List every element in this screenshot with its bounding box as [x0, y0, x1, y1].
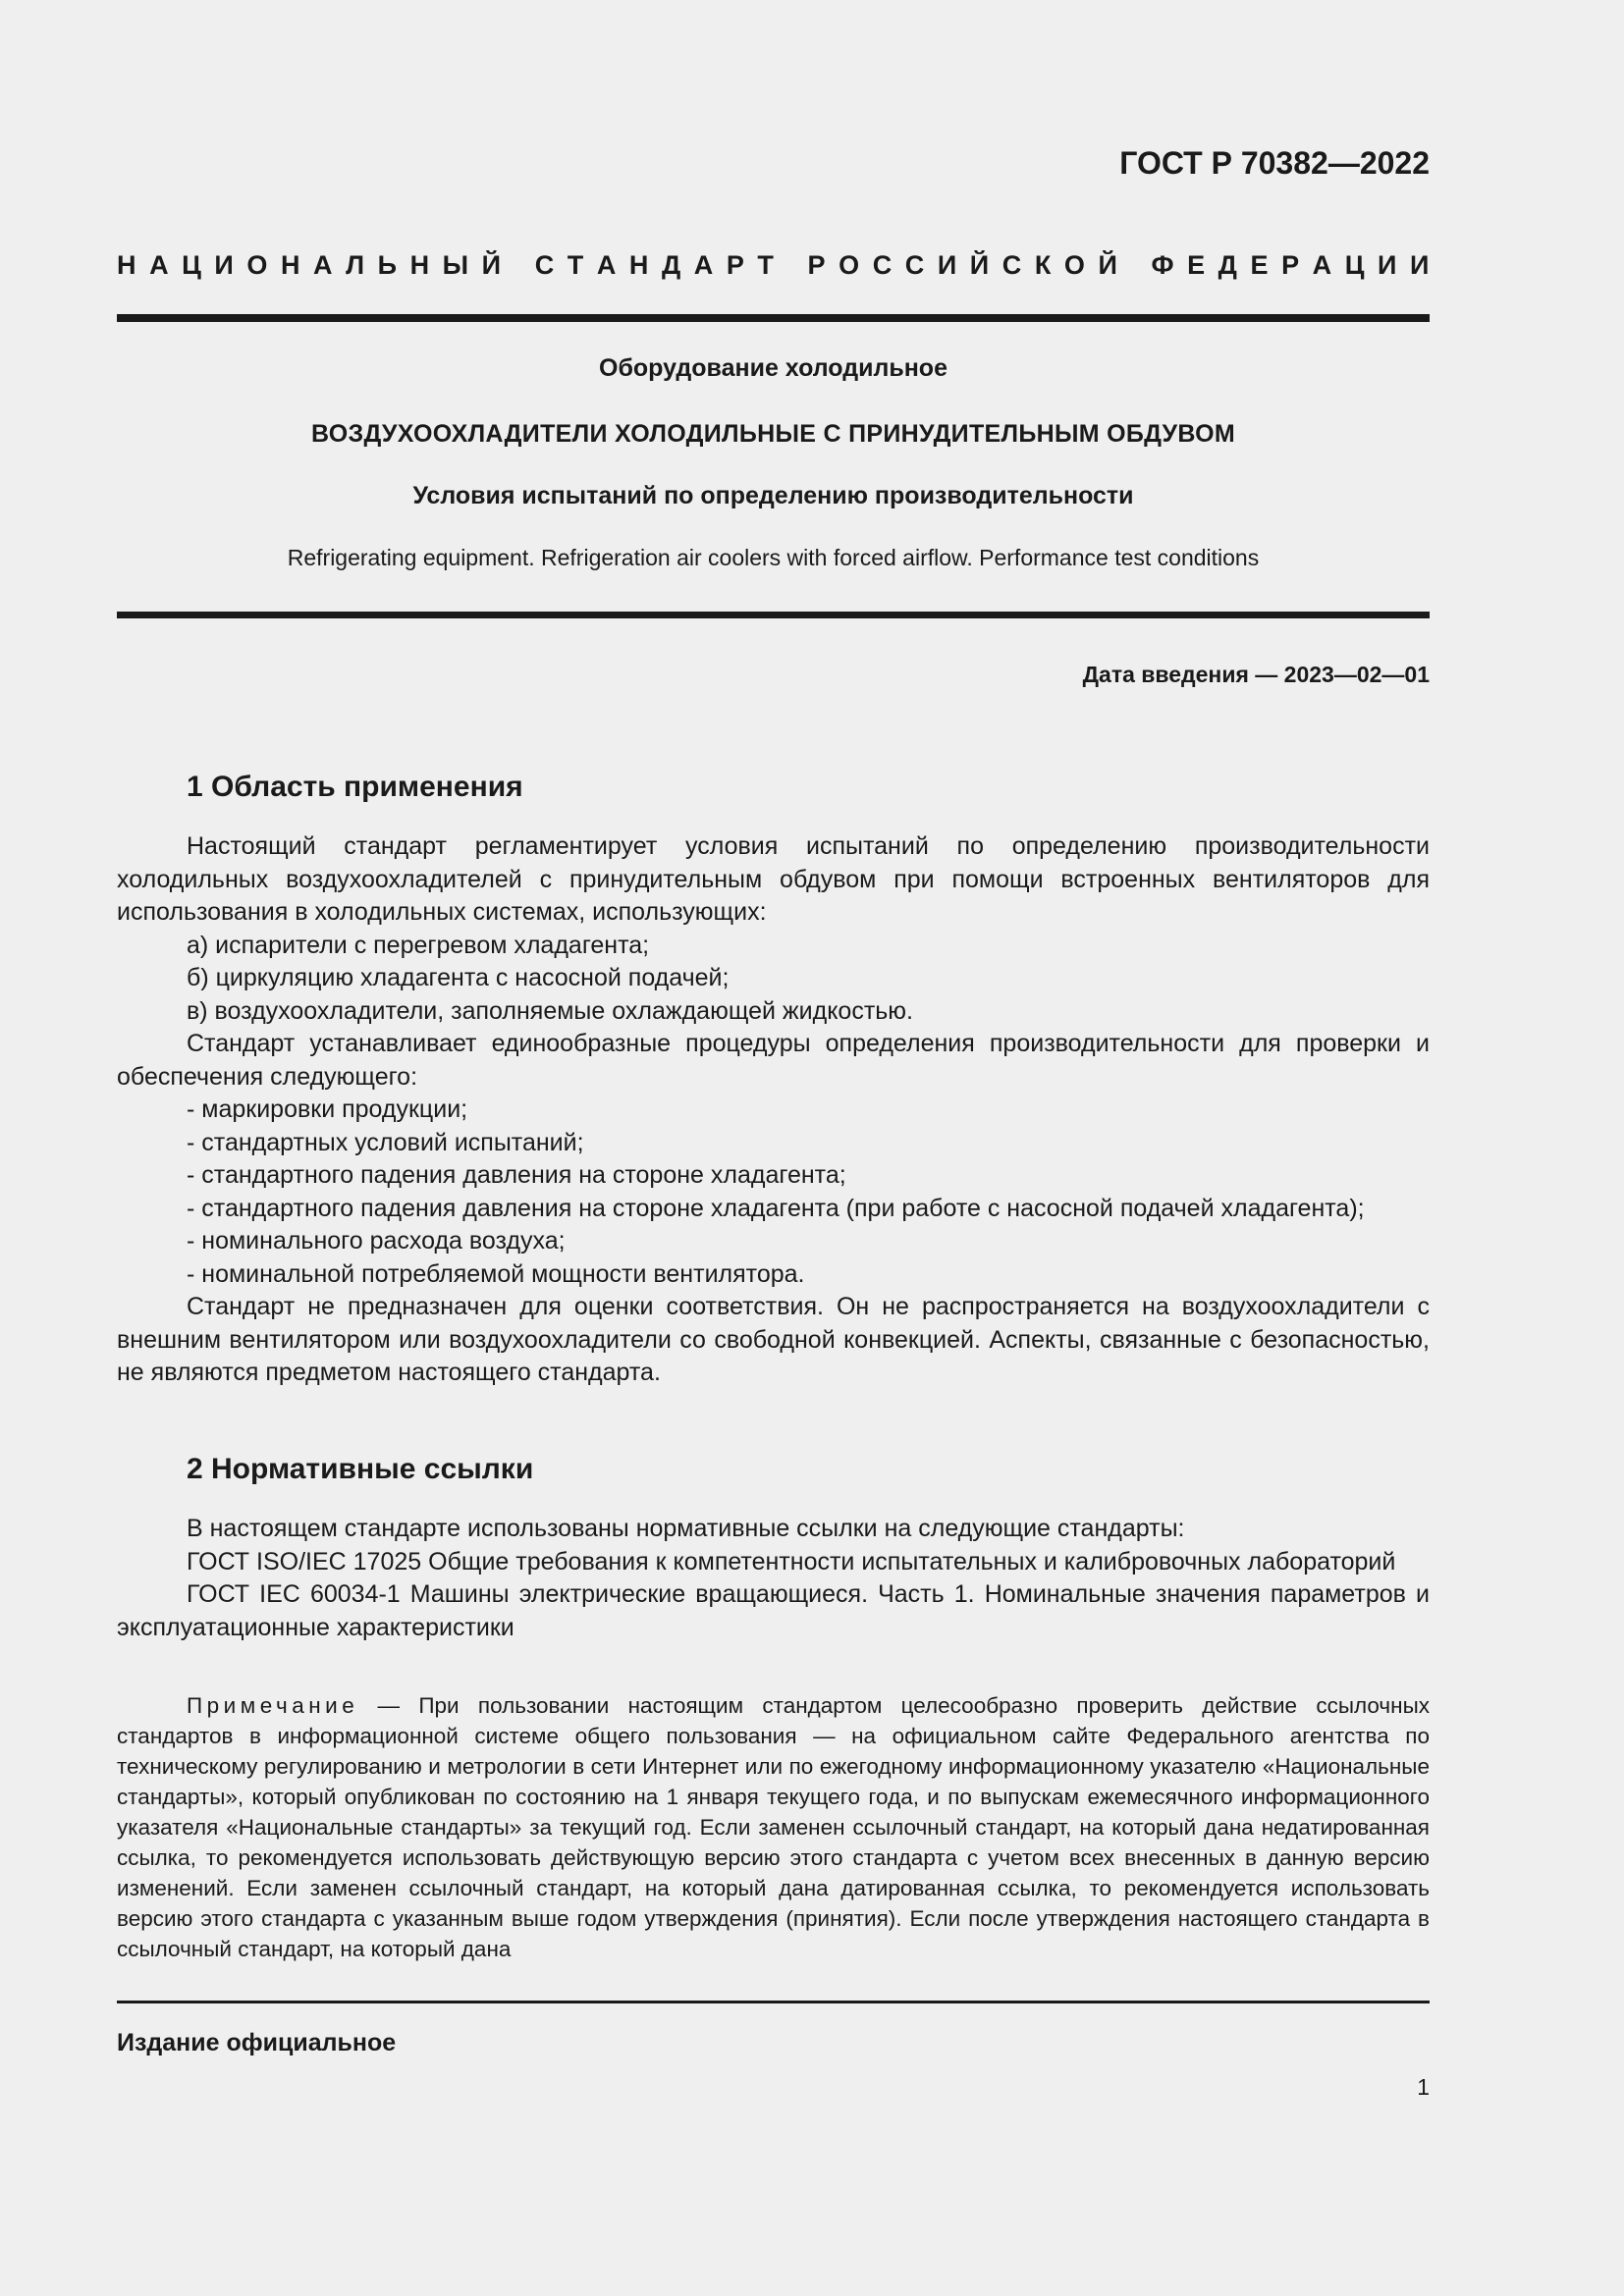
normative-reference: ГОСТ ISO/IEC 17025 Общие требования к компетентности испытательных и калибровочных лабораторий — [187, 1547, 1396, 1575]
document-page — [117, 0, 1430, 2296]
title-divider — [117, 612, 1430, 618]
banner-letter: Н — [117, 250, 136, 280]
banner-letter: Ь — [377, 250, 398, 280]
banner-letter — [1130, 250, 1138, 281]
banner-letter: Т — [567, 250, 584, 280]
section-2-paragraph: В настоящем стандарте использованы нормативные ссылки на следующие стандарты: — [187, 1515, 1185, 1542]
note-label: Примечание — [187, 1693, 359, 1718]
list-item: б) циркуляцию хладагента с насосной подачей; — [187, 964, 730, 991]
banner-letter: Е — [1187, 250, 1206, 280]
banner-letter: Н — [280, 250, 300, 280]
banner-letter: Д — [661, 250, 681, 280]
banner-letter: Е — [1250, 250, 1269, 280]
list-item: - стандартных условий испытаний; — [187, 1128, 584, 1156]
banner-letter: С — [872, 250, 893, 280]
banner-letter: Д — [1218, 250, 1237, 280]
banner-letter: О — [246, 250, 268, 280]
banner-letter: Й — [969, 250, 990, 280]
list-item: а) испарители с перегревом хладагента; — [187, 931, 650, 959]
banner-letter: Т — [757, 250, 774, 280]
banner-letter: Ц — [182, 250, 201, 280]
section-2-heading: 2 Нормативные ссылки — [187, 1453, 534, 1485]
banner-letter: Р — [726, 250, 744, 280]
banner-letter: О — [839, 250, 860, 280]
footer-divider — [117, 2001, 1430, 2003]
page-number: 1 — [1417, 2074, 1430, 2100]
list-item: - стандартного падения давления на стороне хладагента (при работе с насосной подачей хладагента); — [187, 1194, 1365, 1222]
banner-letter: С — [904, 250, 925, 280]
banner-letter: К — [1034, 250, 1052, 280]
section-1-paragraph: Стандарт устанавливает единообразные процедуры определения производительности для проверки и обеспечения следующего: — [117, 1030, 1430, 1091]
title-category: Оборудование холодильное — [599, 354, 947, 382]
banner-letter: А — [313, 250, 333, 280]
banner-letter — [514, 250, 522, 281]
list-item: - номинальной потребляемой мощности вентилятора. — [187, 1259, 805, 1288]
banner-letter: А — [596, 250, 617, 280]
note-block — [117, 1690, 1430, 1964]
title-sub: Условия испытаний по определению производительности — [412, 482, 1134, 509]
section-1-body — [117, 830, 1430, 1390]
banner-letter: Ц — [1344, 250, 1365, 280]
banner-letter: А — [693, 250, 714, 280]
banner-letter: Р — [1281, 250, 1300, 280]
banner-letter: Н — [628, 250, 649, 280]
section-1-heading: 1 Область применения — [187, 771, 523, 803]
banner-letter: Л — [346, 250, 365, 280]
document-code: ГОСТ Р 70382—2022 — [1119, 145, 1430, 181]
banner-letter: Н — [409, 250, 430, 280]
title-english: Refrigerating equipment. Refrigeration air coolers with forced airflow. Performance test conditions — [287, 545, 1260, 570]
national-standard-banner — [117, 250, 1430, 281]
normative-reference: ГОСТ IEC 60034-1 Машины электрические вращающиеся. Часть 1. Номинальные значения параметров и эксплуатационные характеристики — [117, 1580, 1430, 1641]
banner-letter: С — [1001, 250, 1022, 280]
banner-letter: И — [1409, 250, 1430, 280]
banner-letter — [786, 250, 794, 281]
banner-letter: О — [1063, 250, 1085, 280]
banner-letter: Ф — [1151, 250, 1174, 280]
title-main: ВОЗДУХООХЛАДИТЕЛИ ХОЛОДИЛЬНЫЕ С ПРИНУДИТЕЛЬНЫМ ОБДУВОМ — [311, 420, 1235, 448]
list-item: - номинального расхода воздуха; — [187, 1227, 566, 1255]
note-text: — При пользовании настоящим стандартом целесообразно проверить действие ссылочных стандартов в информационной системе общего пользования — на официальном сайте Федерального агентства по техническому регулированию и метрологии в сети Интернет или по ежегодному информационному указателю «Национальные стандарты», который опубликован по состоянию на 1 января текущего года, и по выпускам ежемесячного информационного указателя «Национальные стандарты» за текущий год. Если заменен ссылочный стандарт, на который дана недатированная ссылка, то рекомендуется использовать действующую версию этого стандарта с учетом всех внесенных в данную версию изменений. Если заменен ссылочный стандарт, на который дана датированная ссылка, то рекомендуется использовать версию этого стандарта с указанным выше годом утверждения (принятия). Если после утверждения настоящего стандарта в ссылочный стандарт, на который дана — [117, 1693, 1430, 1961]
official-edition-label: Издание официальное — [117, 2029, 397, 2056]
banner-letter: Й — [481, 250, 502, 280]
banner-letter: А — [149, 250, 169, 280]
banner-letter: А — [1312, 250, 1332, 280]
banner-letter: Ы — [442, 250, 469, 280]
section-2-body — [117, 1513, 1430, 1644]
section-1-paragraph: Настоящий стандарт регламентирует условия испытаний по определению производительности холодильных воздухоохладителей с принудительным обдувом при помощи встроенных вентиляторов для использования в холодильных системах, использующих: — [117, 832, 1430, 926]
list-item: - маркировки продукции; — [187, 1095, 468, 1123]
banner-letter: И — [1378, 250, 1397, 280]
banner-letter: И — [937, 250, 957, 280]
banner-letter: С — [534, 250, 555, 280]
list-item: - стандартного падения давления на стороне хладагента; — [187, 1161, 846, 1189]
top-divider — [117, 314, 1430, 322]
section-1-paragraph: Стандарт не предназначен для оценки соответствия. Он не распространяется на воздухоохладители с внешним вентилятором или воздухоохладители со свободной конвекцией. Аспекты, связанные с безопасностью, не являются предметом настоящего стандарта. — [117, 1293, 1430, 1386]
banner-letter: Р — [807, 250, 826, 280]
banner-letter: Й — [1098, 250, 1117, 280]
introduction-date: Дата введения — 2023—02—01 — [1082, 662, 1430, 687]
list-item: в) воздухоохладители, заполняемые охлаждающей жидкостью. — [187, 996, 914, 1025]
note-paragraph — [117, 1690, 1430, 1964]
banner-letter: И — [214, 250, 234, 280]
